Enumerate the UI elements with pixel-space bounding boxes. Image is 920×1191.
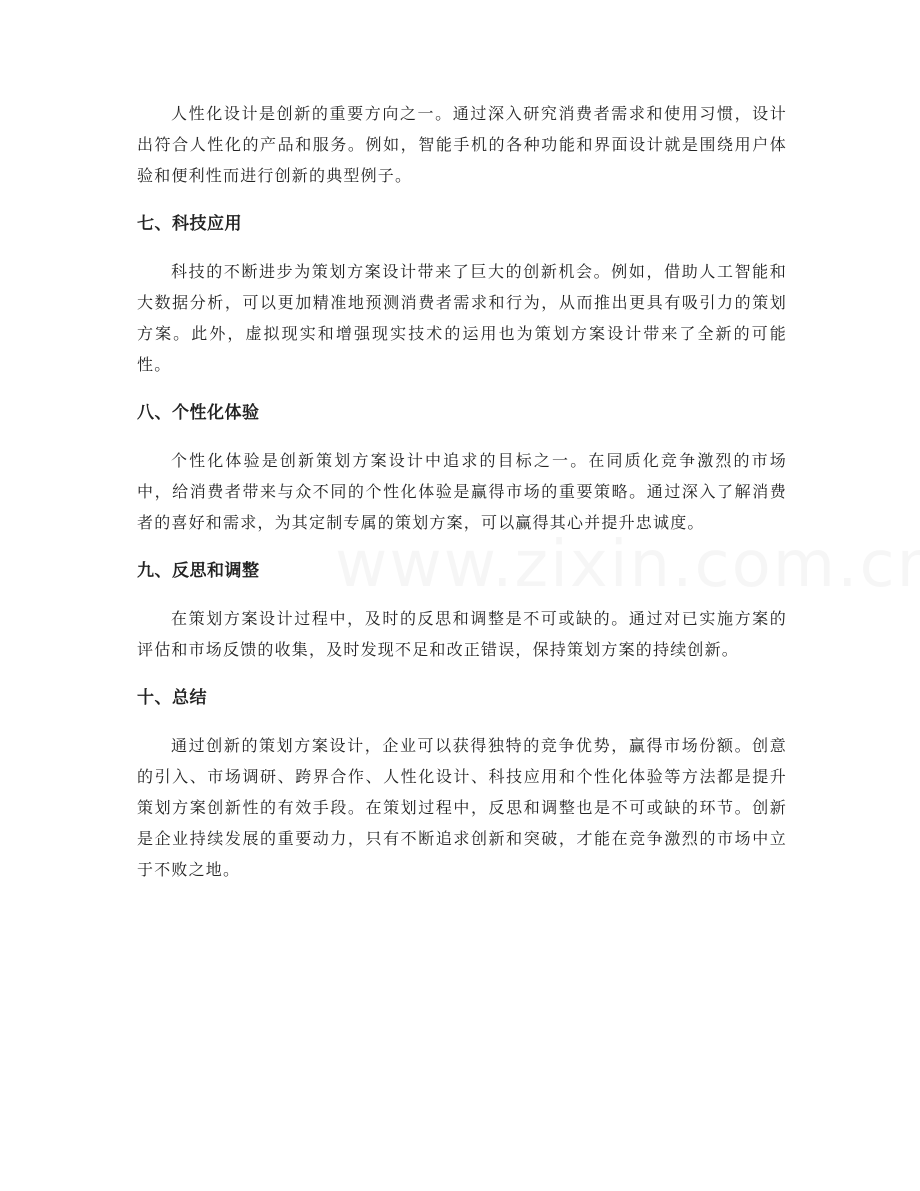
section-heading-personalized: 八、个性化体验 [137, 403, 260, 423]
paragraph-reflection: 在策划方案设计过程中，及时的反思和调整是不可或缺的。通过对已实施方案的评估和市场反馈的收集，及时发现不足和改正错误，保持策划方案的持续创新。 [137, 609, 787, 659]
paragraph-tech: 科技的不断进步为策划方案设计带来了巨大的创新机会。例如，借助人工智能和大数据分析，可以更加精准地预测消费者需求和行为，从而推出更具有吸引力的策划方案。此外，虚拟现实和增强现实技术的运用也为策划方案设计带来了全新的可能性。 [137, 262, 787, 374]
paragraph-humanized-design: 人性化设计是创新的重要方向之一。通过深入研究消费者需求和使用习惯，设计出符合人性化的产品和服务。例如，智能手机的各种功能和界面设计就是围绕用户体验和便利性而进行创新的典型例子。 [137, 104, 787, 185]
section-heading-reflection: 九、反思和调整 [137, 561, 260, 581]
paragraph-summary: 通过创新的策划方案设计，企业可以获得独特的竞争优势，赢得市场份额。创意的引入、市场调研、跨界合作、人性化设计、科技应用和个性化体验等方法都是提升策划方案创新性的有效手段。在策划过程中，反思和调整也是不可或缺的环节。创新是企业持续发展的重要动力，只有不断追求创新和突破，才能在竞争激烈的市场中立于不败之地。 [137, 736, 787, 879]
document-page [137, 98, 787, 885]
section-heading-tech: 七、科技应用 [137, 214, 242, 234]
section-heading-summary: 十、总结 [137, 688, 207, 708]
paragraph-personalized: 个性化体验是创新策划方案设计中追求的目标之一。在同质化竞争激烈的市场中，给消费者带来与众不同的个性化体验是赢得市场的重要策略。通过深入了解消费者的喜好和需求，为其定制专属的策划方案，可以赢得其心并提升忠诚度。 [137, 451, 787, 532]
